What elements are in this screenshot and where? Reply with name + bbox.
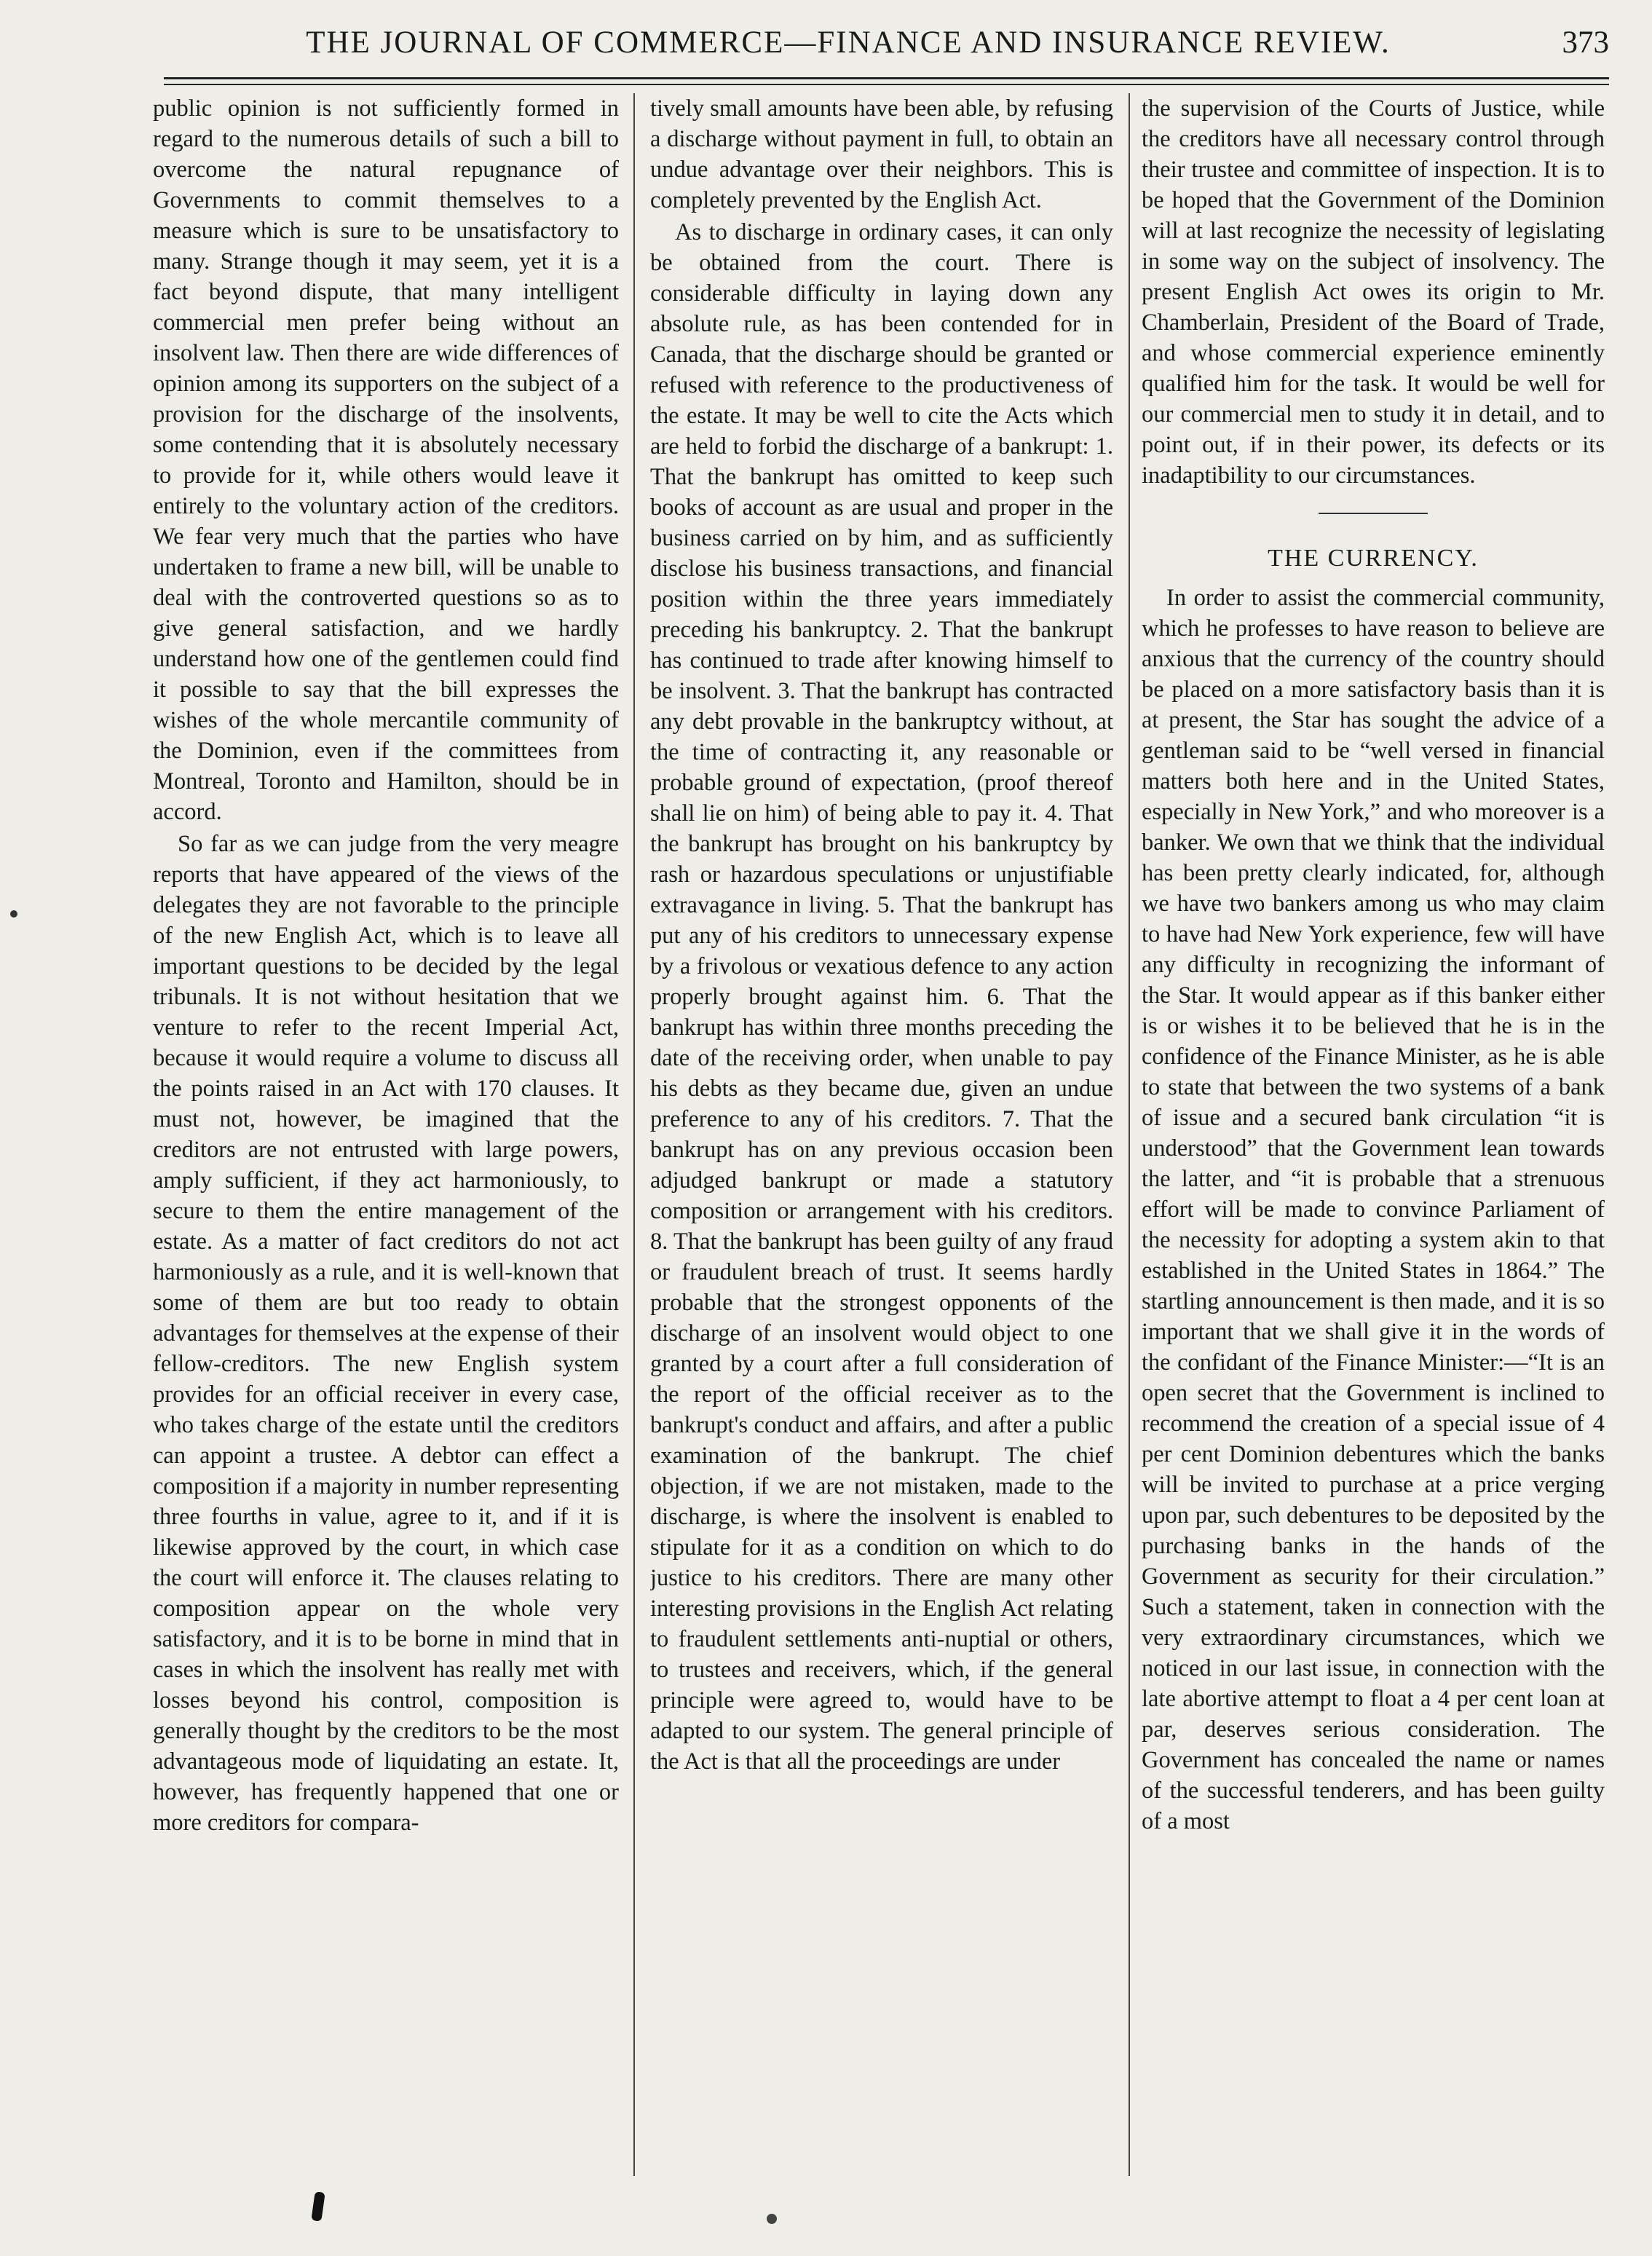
margin-ink-spot: [10, 910, 17, 918]
page-header: [164, 25, 1609, 61]
column-1-paragraph-1: public opinion is not sufficiently formed in regard to the numerous details of such a bill to overcome the natural repugnance of Governments to commit themselves to a measure which is sure to be unsatisfactory to many. Strange though it may seem, yet it is a fact beyond dispute, that many intelligent commercial men prefer being without an insolvent law. Then there are wide differences of opinion among its supporters on the subject of a provision for the discharge of the insolvents, some contending that it is absolutely necessary to provide for it, while others would leave it entirely to the voluntary action of the creditors. We fear very much that the parties who have undertaken to frame a new bill, will be unable to deal with the controverted questions so as to give general satisfaction, and we hardly understand how one of the gentlemen could find it possible to say that the bill expresses the wishes of the whole mercantile community of the Dominion, even if the committees from Montreal, Toronto and Hamilton, should be in accord.: [153, 95, 619, 825]
column-2: [650, 93, 1113, 2176]
header-rule-bottom: [164, 84, 1609, 85]
footer-ink-mark: [311, 2191, 325, 2222]
section-heading-currency: THE CURRENCY.: [1268, 545, 1479, 572]
column-3-paragraph-1: the supervision of the Courts of Justice, while the creditors have all necessary control through their trustee and committee of inspection. It is to be hoped that the Government of the Dominion will at last recognize the necessity of legislating in some way on the subject of insolvency. The present English Act owes its origin to Mr. Chamberlain, President of the Board of Trade, and whose commercial experience eminently qualified him for the task. It would be well for our commercial men to study it in detail, and to point out, if in their power, its defects or its inadaptibility to our circumstances.: [1142, 95, 1605, 489]
column-1-paragraph-2: So far as we can judge from the very meagre reports that have appeared of the views of the delegates they are not favorable to the principle of the new English Act, which is to leave all important questions to be decided by the legal tribunals. It is not without hesitation that we venture to refer to the recent Imperial Act, because it would require a volume to discuss all the points raised in an Act with 170 clauses. It must not, however, be imagined that the creditors are not entrusted with large powers, amply sufficient, if they act harmoniously, to secure to them the entire management of the estate. As a matter of fact creditors do not act harmoniously as a rule, and it is well-known that some of them are but too ready to obtain advantages for themselves at the expense of their fellow-creditors. The new English system provides for an official receiver in every case, who takes charge of the estate until the creditors can appoint a trustee. A debtor can effect a composition if a majority in number representing three fourths in value, agree to it, and if it is likewise approved by the court, in which case the court will enforce it. The clauses relating to composition appear on the whole very satisfactory, and it is to be borne in mind that in cases in which the insolvent has really met with losses beyond his control, composition is generally thought by the creditors to be the most advantageous mode of liquidating an estate. It, however, has frequently happened that one or more creditors for compara-: [153, 831, 619, 1836]
journal-title: THE JOURNAL OF COMMERCE—FINANCE AND INSURANCE REVIEW.: [306, 25, 1391, 60]
section-separator: [1319, 513, 1428, 514]
column-2-paragraph-1: tively small amounts have been able, by refusing a discharge without payment in full, to obtain an undue advantage over their neighbors. This is completely prevented by the English Act.: [650, 95, 1113, 213]
column-divider-1: [633, 93, 635, 2176]
footer-ink-dot: [767, 2214, 777, 2224]
column-3: [1142, 93, 1605, 2176]
header-rule-top: [164, 77, 1609, 79]
column-divider-2: [1129, 93, 1130, 2176]
page-number: 373: [1562, 25, 1609, 60]
column-1: [153, 93, 619, 2176]
column-3-paragraph-2: In order to assist the commercial community, which he professes to have reason to believe are anxious that the currency of the country should be placed on a more satisfactory basis than it is at present, the Star has sought the advice of a gentleman said to be “well versed in financial matters both here and in the United States, especially in New York,” and who moreover is a banker. We own that we think that the individual has been pretty clearly indicated, for, although we have two bankers among us who may claim to have had New York experience, few will have any difficulty in recognizing the informant of the Star. It would appear as if this banker either is or wishes it to be believed that he is in the confidence of the Finance Minister, as he is able to state that between the two systems of a bank of issue and a secured bank circulation “it is understood” that the Government lean towards the latter, and “it is probable that a strenuous effort will be made to convince Parliament of the necessity for adopting a system akin to that established in the United States in 1864.” The startling announcement is then made, and it is so important that we shall give it in the words of the confidant of the Finance Minister:—“It is an open secret that the Government is inclined to recommend the creation of a special issue of 4 per cent Dominion debentures which the banks will be invited to purchase at a price verging upon par, such debentures to be deposited by the purchasing banks in the hands of the Government as security for their circulation.” Such a statement, taken in connection with the very extraordinary circumstances, which we noticed in our last issue, in connection with the late abortive attempt to float a 4 per cent loan at par, deserves serious consideration. The Government has concealed the name or names of the successful tenderers, and has been guilty of a most: [1142, 585, 1605, 1834]
column-2-paragraph-2: As to discharge in ordinary cases, it can only be obtained from the court. There is considerable difficulty in laying down any absolute rule, as has been contended for in Canada, that the discharge should be granted or refused with reference to the productiveness of the estate. It may be well to cite the Acts which are held to forbid the discharge of a bankrupt: 1. That the bankrupt has omitted to keep such books of account as are usual and proper in the business carried on by him, and as sufficiently disclose his business transactions, and financial position within the three years immediately preceding his bankruptcy. 2. That the bankrupt has continued to trade after knowing himself to be insolvent. 3. That the bankrupt has contracted any debt provable in the bankruptcy without, at the time of contracting it, any reasonable or probable ground of expectation, (proof thereof shall lie on him) of being able to pay it. 4. That the bankrupt has brought on his bankruptcy by rash or hazardous speculations or unjustifiable extravagance in living. 5. That the bankrupt has put any of his creditors to unnecessary expense by a frivolous or vexatious defence to any action properly brought against him. 6. That the bankrupt has within three months preceding the date of the receiving order, when unable to pay his debts as they became due, given an undue preference to any of his creditors. 7. That the bankrupt has on any previous occasion been adjudged bankrupt or made a statutory composition or arrangement with his creditors. 8. That the bankrupt has been guilty of any fraud or fraudulent breach of trust. It seems hardly probable that the strongest opponents of the discharge of an insolvent would object to one granted by a court after a full consideration of the report of the official receiver as to the bankrupt's conduct and affairs, and after a public examination of the bankrupt. The chief objection, if we are not mistaken, made to the discharge, is where the insolvent is enabled to stipulate for it as a condition on which to do justice to his creditors. There are many other interesting provisions in the English Act relating to fraudulent settlements anti-nuptial or others, to trustees and receivers, which, if the general principle were agreed to, would have to be adapted to our system. The general principle of the Act is that all the proceedings are under: [650, 219, 1113, 1775]
